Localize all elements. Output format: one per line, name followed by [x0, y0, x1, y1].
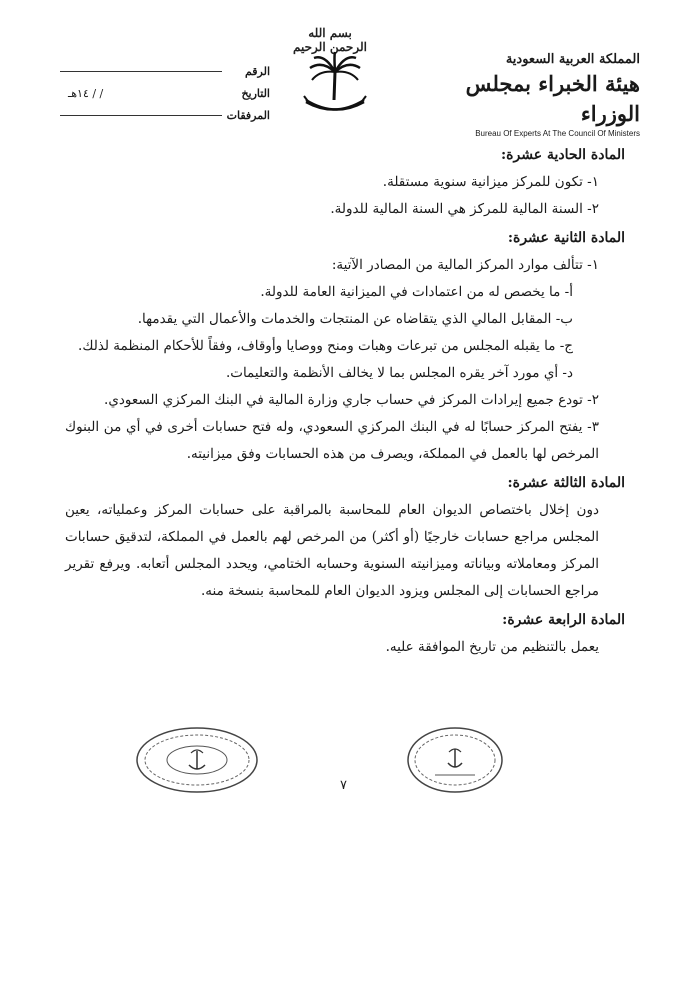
article-13-heading: المادة الثالثة عشرة: — [507, 475, 625, 491]
kingdom-name: المملكة العربية السعودية — [505, 52, 640, 67]
article-12-sub-b: ب- المقابل المالي الذي يتقاضاه عن المنتجات والخدمات والأعمال التي يقدمها. — [137, 311, 573, 327]
article-11-heading: المادة الحادية عشرة: — [501, 147, 625, 163]
bureau-name-english: Bureau Of Experts At The Council Of Ministers — [475, 129, 640, 138]
article-14-heading: المادة الرابعة عشرة: — [502, 612, 625, 628]
attachments-line — [60, 114, 222, 116]
number-label: الرقم — [244, 64, 270, 78]
saudi-palm-swords-emblem-icon — [300, 50, 370, 120]
article-12-heading: المادة الثانية عشرة: — [507, 230, 625, 246]
article-12-sub-d: د- أي مورد آخر يقره المجلس بما لا يخالف الأنظمة والتعليمات. — [225, 365, 573, 381]
article-12-sub-a: أ- ما يخصص له من اعتمادات في الميزانية العامة للدولة. — [260, 284, 573, 300]
article-12-item-1: ١- تتألف موارد المركز المالية من المصادر الآتية: — [331, 257, 599, 273]
bureau-name-arabic: هيئة الخبراء بمجلس الوزراء — [465, 71, 640, 126]
basmala: بسم الله الرحمن الرحيم — [293, 26, 367, 54]
article-11-item-1: ١- تكون للمركز ميزانية سنوية مستقلة. — [382, 174, 599, 190]
number-row — [60, 60, 270, 82]
reference-block — [60, 60, 270, 126]
article-12-item-3: ٣- يفتح المركز حسابًا له في البنك المركزي السعودي، وله فتح حسابات أخرى في أي من البنوك المرخص لها بالعمل في المملكة، ويصرف من هذه الحسابات وفق ميزانيته. — [65, 419, 599, 462]
date-row — [60, 82, 270, 104]
date-value: / / ١٤هـ — [68, 86, 104, 100]
council-of-ministers-seal-icon — [405, 725, 505, 795]
article-11-item-2: ٢- السنة المالية للمركز هي السنة المالية للدولة. — [330, 201, 599, 217]
document-body — [65, 140, 625, 661]
page-number: ٧ — [340, 778, 347, 793]
article-14-text: يعمل بالتنظيم من تاريخ الموافقة عليه. — [385, 639, 599, 655]
number-line — [60, 70, 222, 72]
article-13-text: دون إخلال باختصاص الديوان العام للمحاسبة بالمراقبة على حسابات المركز وعملياته، يعين المجلس مراجع حسابات خارجيًا (أو أكثر) من المرخص لهم بالعمل في المملكة، لتدقيق حسابات المركز ومعاملاته وبياناته وميزانيته السنوية وحسابه الختامي، ويحدد المجلس أتعابه. ويرفع تقرير مراجع الحسابات إلى المجلس ويزود الديوان العام للمحاسبة بنسخة منه. — [65, 502, 599, 599]
article-12-item-2: ٢- تودع جميع إيرادات المركز في حساب جاري وزارة المالية في البنك المركزي السعودي. — [104, 392, 599, 408]
attachments-label: المرفقات — [226, 108, 270, 122]
official-seal-stamp-icon — [135, 725, 260, 795]
attachments-row — [60, 104, 270, 126]
date-label: التاريخ — [241, 86, 270, 100]
letterhead-title — [425, 52, 640, 138]
article-12-sub-c: ج- ما يقبله المجلس من تبرعات وهبات ومنح ووصايا وأوقاف، وفقاً للأحكام المنظمة لذلك. — [78, 338, 573, 354]
